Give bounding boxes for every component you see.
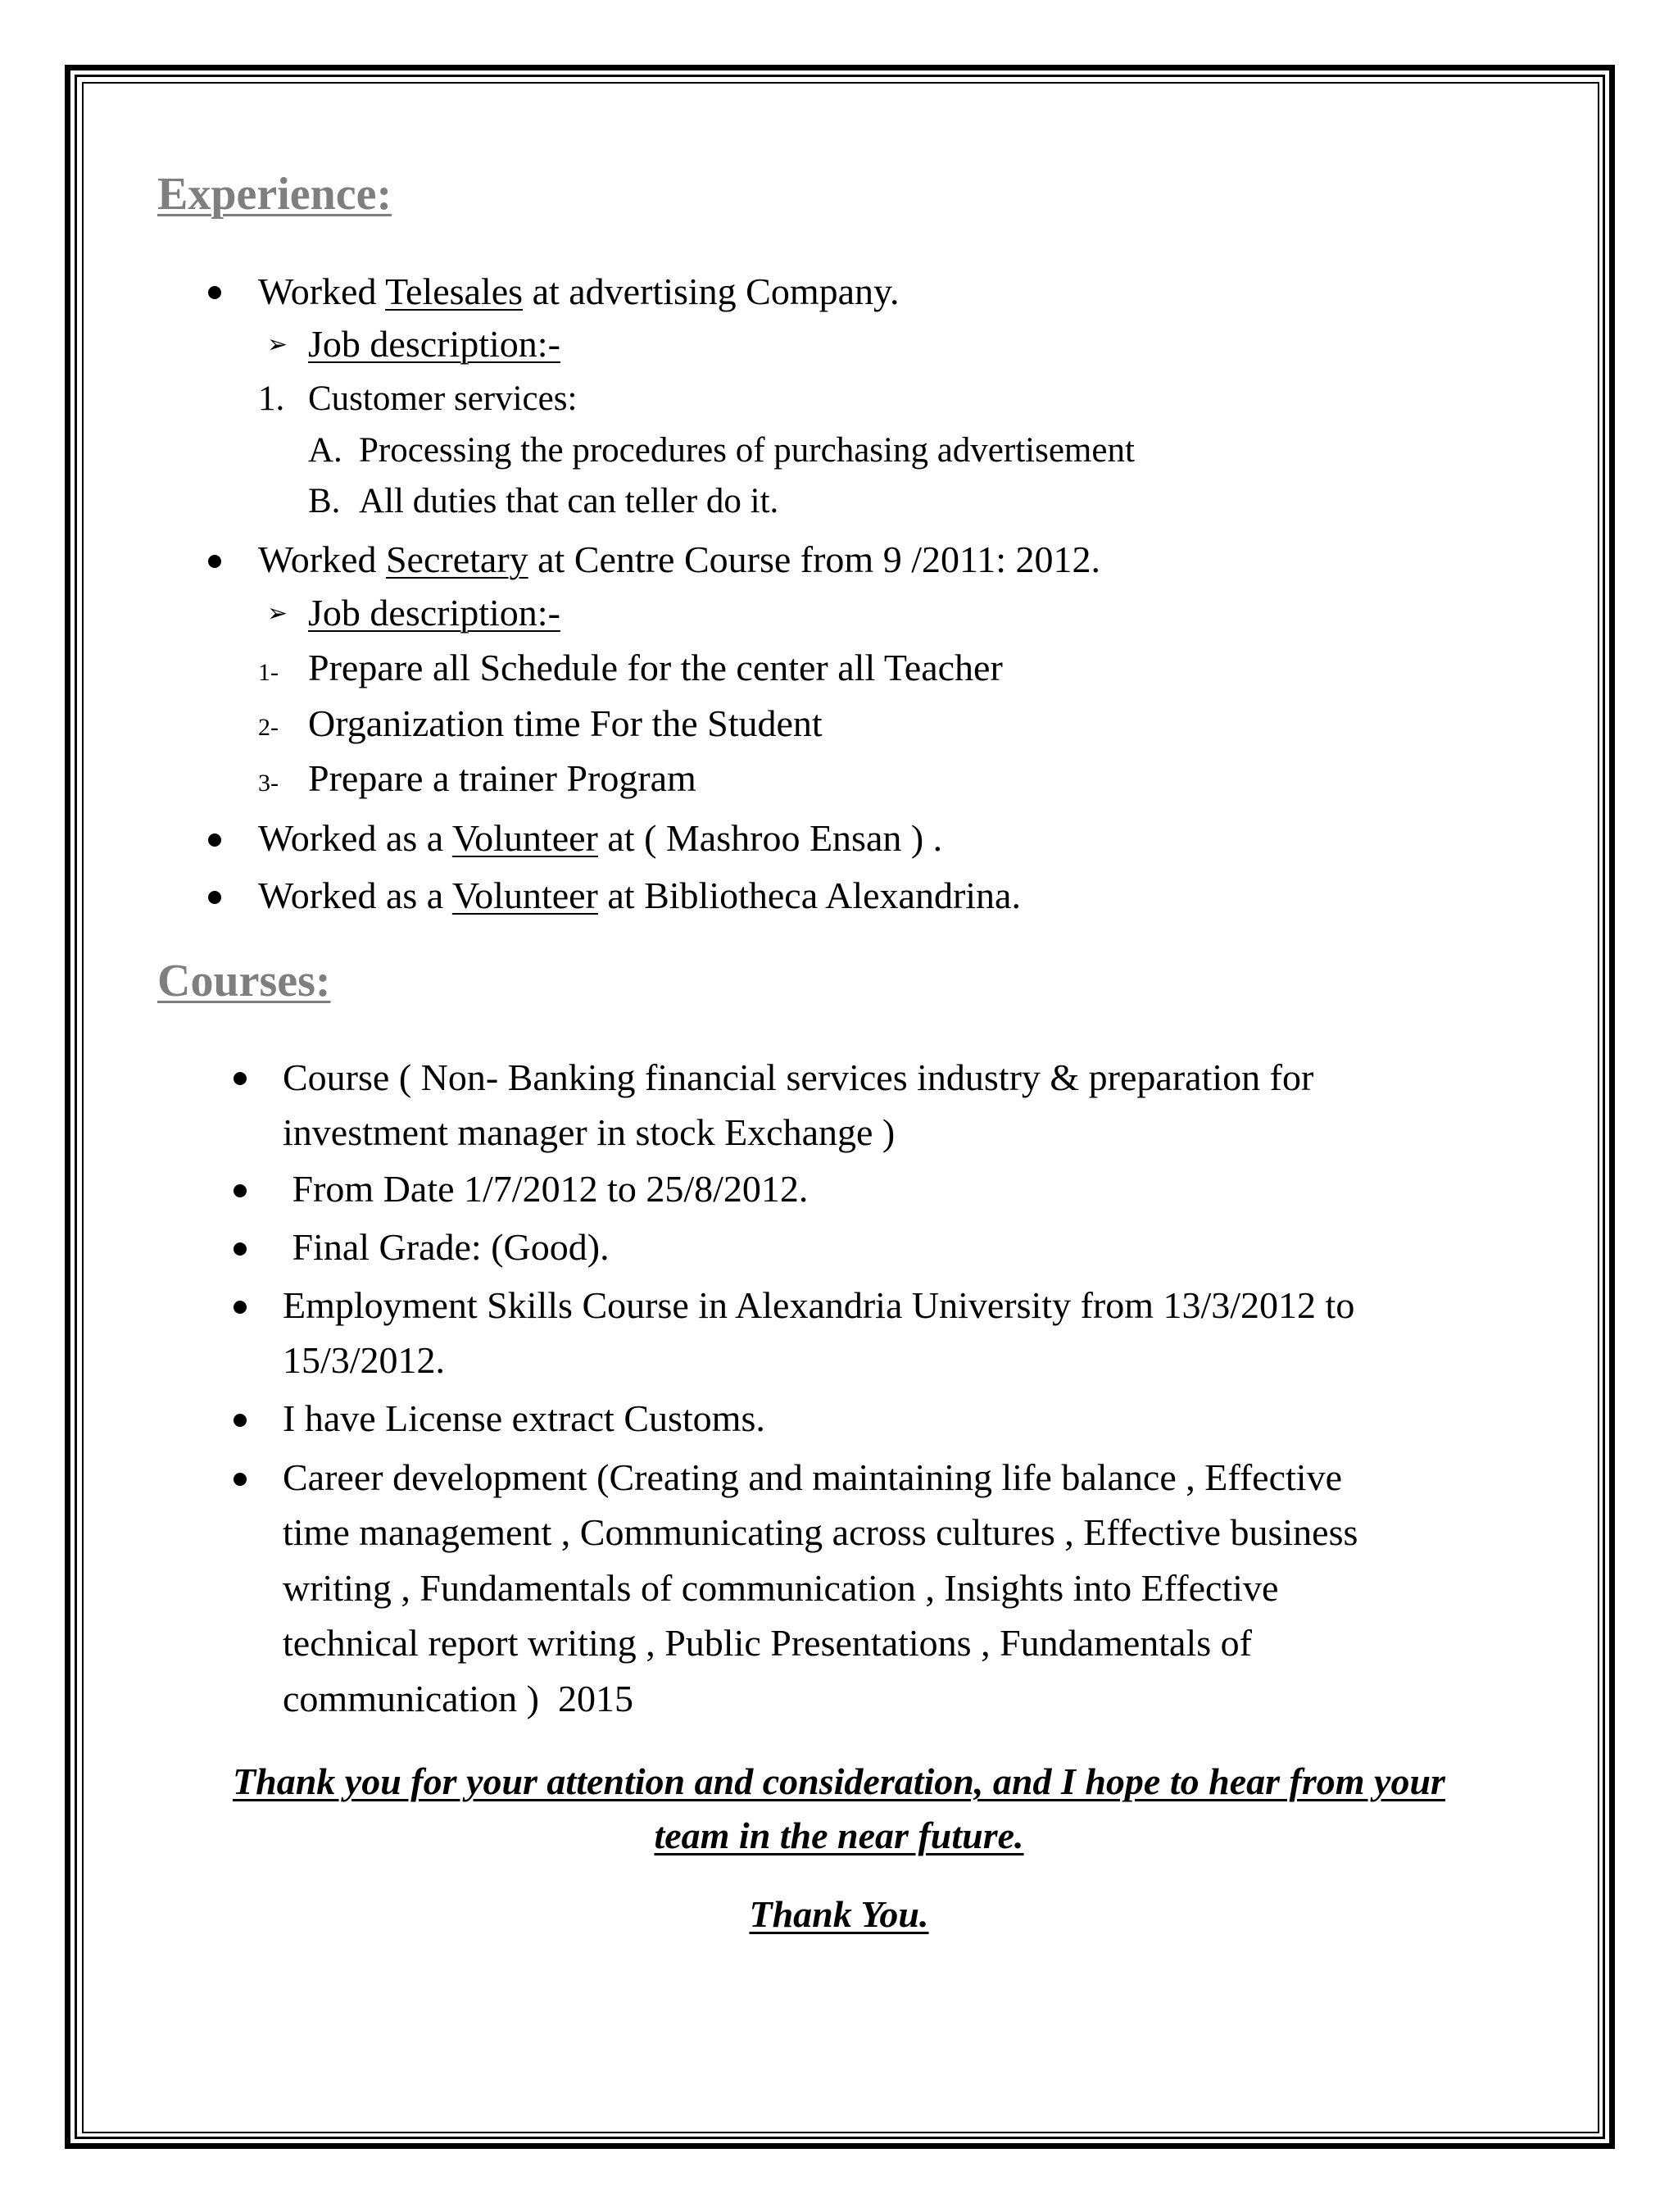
course-3-line: Final Grade: (Good). [283, 1226, 610, 1268]
bullet-icon [234, 1301, 247, 1314]
job2-item-number: 3- [258, 770, 279, 797]
bullet-icon [234, 1473, 247, 1486]
job1-role: Telesales [385, 270, 524, 312]
job1-item-text: Customer services: [308, 379, 578, 418]
volunteer-role-2: Volunteer [451, 874, 598, 916]
job1-job-description-label: Job description:- [308, 323, 560, 365]
course-6-line-1: Career development (Creating and maintaining life balance , Effective [283, 1456, 1342, 1498]
job2-job-description-label: Job description:- [308, 592, 560, 634]
bullet-icon [208, 555, 221, 568]
job2-item-number: 1- [258, 659, 279, 686]
course-5-line: I have License extract Customs. [283, 1397, 765, 1439]
bullet-icon [234, 1184, 247, 1197]
job2-role: Secretary [385, 538, 528, 580]
job2-line: Worked Secretary at Centre Course from 9 /2011: 2012. [258, 538, 1101, 580]
volunteer-role-1: Volunteer [451, 817, 598, 859]
course-4-line-1: Employment Skills Course in Alexandria University from 13/3/2012 to [283, 1284, 1355, 1326]
course-6-line-5: communication ) 2015 [283, 1678, 633, 1719]
bullet-icon [234, 1242, 247, 1256]
job1-sub-a-text: Processing the procedures of purchasing advertisement [359, 431, 1135, 470]
job2-item-text: Prepare a trainer Program [308, 757, 696, 799]
job2-item-text: Organization time For the Student [308, 702, 823, 744]
bullet-icon [208, 891, 221, 904]
experience-heading: Experience: [157, 169, 392, 220]
course-6-line-2: time management , Communicating across cultures , Effective business [283, 1511, 1358, 1553]
job1-item-number: 1. [258, 379, 285, 418]
volunteer-line-2: Worked as a Volunteer at Bibliotheca Alexandrina. [258, 874, 1021, 916]
course-6-line-4: technical report writing , Public Presentations , Fundamentals of [283, 1622, 1252, 1664]
course-4-line-2: 15/3/2012. [283, 1339, 446, 1381]
arrow-bullet-icon: ➢ [267, 330, 288, 359]
job1-sub-b-label: B. [308, 482, 341, 520]
closing-line-2: team in the near future. [654, 1815, 1024, 1856]
course-6-line-3: writing , Fundamentals of communication , Insights into Effective [283, 1567, 1279, 1609]
courses-heading: Courses: [157, 956, 331, 1006]
job1-sub-b-text: All duties that can teller do it. [359, 482, 779, 520]
job2-item-number: 2- [258, 714, 279, 741]
bullet-icon [234, 1414, 247, 1427]
arrow-bullet-icon: ➢ [267, 599, 288, 628]
job1-line: Worked Telesales at advertising Company. [258, 270, 900, 312]
job1-sub-a-label: A. [308, 431, 342, 470]
bullet-icon [234, 1072, 247, 1085]
closing-thank-you: Thank You. [749, 1893, 929, 1935]
volunteer-line-1: Worked as a Volunteer at ( Mashroo Ensan ) . [258, 817, 943, 859]
bullet-icon [208, 833, 221, 847]
course-1-line-1: Course ( Non- Banking financial services industry & preparation for [283, 1056, 1314, 1098]
closing-line-1: Thank you for your attention and consideration, and I hope to hear from your [233, 1760, 1445, 1802]
job2-item-text: Prepare all Schedule for the center all Teacher [308, 647, 1003, 688]
bullet-icon [208, 286, 221, 299]
course-2-line: From Date 1/7/2012 to 25/8/2012. [283, 1168, 809, 1210]
course-1-line-2: investment manager in stock Exchange ) [283, 1111, 896, 1153]
